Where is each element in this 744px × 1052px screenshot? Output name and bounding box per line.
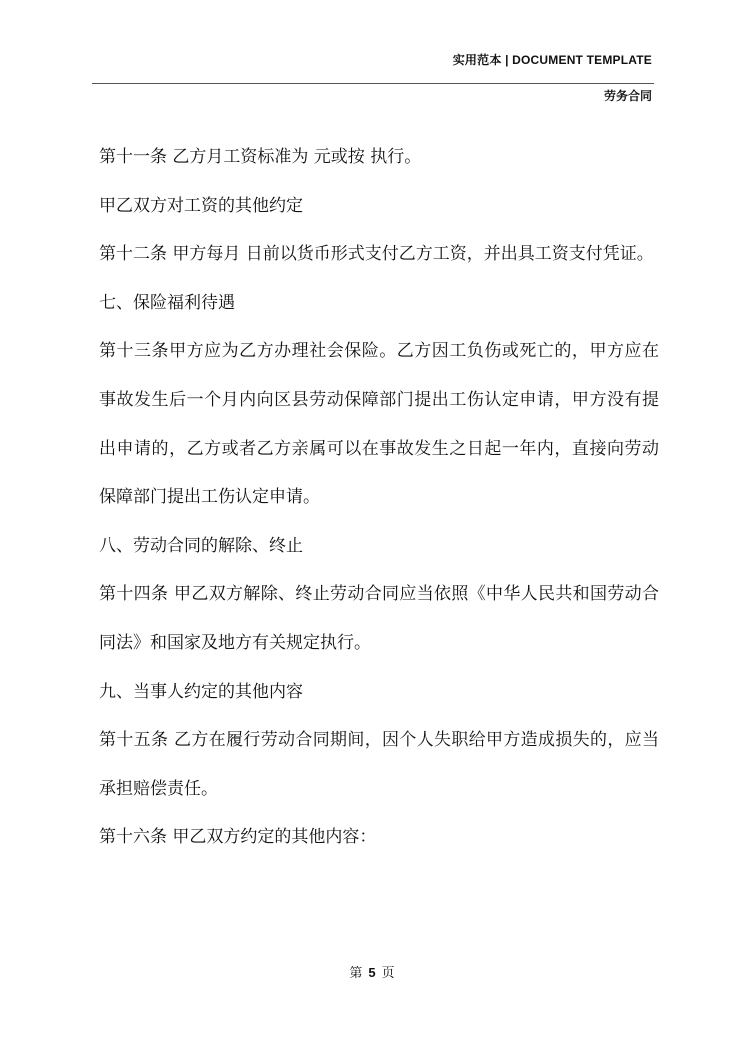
page-header (92, 50, 654, 105)
article-13: 第十三条甲方应为乙方办理社会保险。乙方因工负伤或死亡的，甲方应在事故发生后一个月内向区县劳动保障部门提出工伤认定申请，甲方没有提出申请的，乙方或者乙方亲属可以在事故发生之日起一年内，直接向劳动保障部门提出工伤认定申请。 (99, 341, 659, 508)
article-12: 第十二条 甲方每月 日前以货币形式支付乙方工资，并出具工资支付凭证。 (99, 244, 654, 265)
section-heading-insurance: 七、保险福利待遇 (99, 292, 235, 313)
header-title: 实用范本 | DOCUMENT TEMPLATE (452, 53, 652, 67)
article-14: 第十四条 甲乙双方解除、终止劳动合同应当依照《中华人民共和国劳动合同法》和国家及地方有关规定执行。 (99, 584, 659, 653)
footer-suffix: 页 (381, 966, 395, 981)
page-number: 5 (368, 965, 376, 980)
document-body (99, 133, 659, 862)
section-heading-termination: 八、劳动合同的解除、终止 (99, 535, 303, 556)
page-footer (0, 963, 744, 984)
article-16: 第十六条 甲乙双方约定的其他内容： (99, 827, 377, 848)
section-heading-other: 九、当事人约定的其他内容 (99, 681, 303, 702)
footer-prefix: 第 (349, 966, 363, 981)
wage-other-agreement: 甲乙双方对工资的其他约定 (99, 195, 303, 216)
header-divider (92, 83, 654, 84)
header-subtitle: 劳务合同 (603, 89, 652, 103)
article-15: 第十五条 乙方在履行劳动合同期间，因个人失职给甲方造成损失的，应当承担赔偿责任。 (99, 730, 659, 799)
article-11: 第十一条 乙方月工资标准为 元或按 执行。 (99, 147, 422, 167)
